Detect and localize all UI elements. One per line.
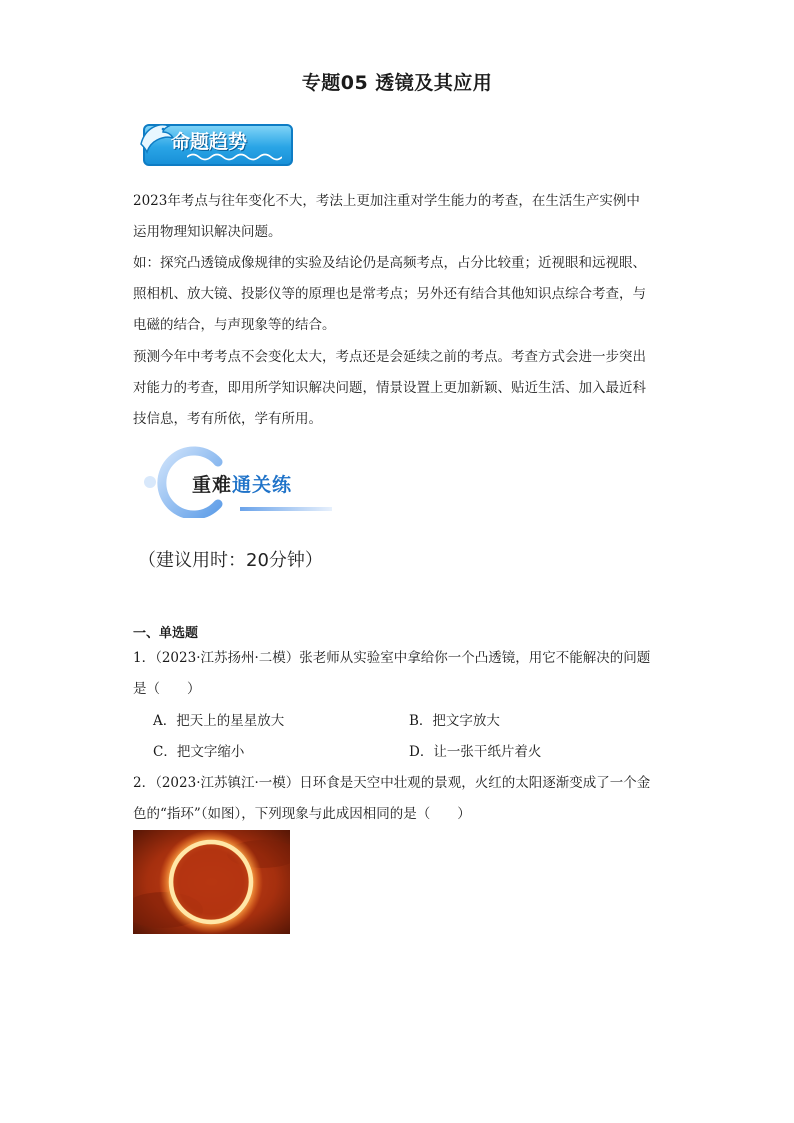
questions-heading: 一、单选题	[133, 626, 199, 641]
trend-paragraph-2	[133, 248, 663, 341]
option-b: B．把文字放大	[409, 713, 500, 729]
wave-decoration	[187, 152, 282, 162]
annular-eclipse-image	[133, 830, 290, 934]
question-text-line: 1．（2023·江苏扬州·二模）张老师从实验室中拿给你一个凸透镜，用它不能解决的问题	[133, 650, 651, 666]
option-a: A．把天上的星星放大	[153, 713, 285, 729]
suggested-time: （建议用时：20分钟）	[138, 550, 323, 571]
topic-trend-badge	[137, 118, 295, 170]
text-line: 照相机、放大镜、投影仪等的原理也是常考点；另外还有结合其他知识点综合考查，与	[133, 286, 646, 302]
option-c: C．把文字缩小	[153, 744, 245, 760]
text-line: 技信息，考有所依，学有所用。	[133, 411, 322, 427]
text-line: 2023年考点与往年变化不大，考法上更加注重对学生能力的考查，在生活生产实例中	[133, 193, 640, 209]
trend-paragraph-1	[133, 186, 663, 248]
text-line: 运用物理知识解决问题。	[133, 224, 282, 240]
question-text-line: 是（ ）	[133, 681, 201, 697]
section-header	[140, 446, 340, 518]
question-text-line: 2．（2023·江苏镇江·一模）日环食是天空中壮观的景观，火红的太阳逐渐变成了一个金	[133, 775, 651, 791]
question-2	[133, 768, 673, 830]
text-line: 电磁的结合，与声现象等的结合。	[133, 317, 336, 333]
text-line: 对能力的考查，即用所学知识解决问题，情景设置上更加新颖、贴近生活、加入最近科	[133, 380, 646, 396]
badge-label: 命题趋势	[171, 131, 248, 153]
question-1	[133, 643, 673, 705]
question-text-line: 色的“指环”（如图），下列现象与此成因相同的是（ ）	[133, 806, 471, 822]
text-line: 如：探究凸透镜成像规律的实验及结论仍是高频考点，占分比较重；近视眼和远视眼、	[133, 255, 646, 271]
trend-paragraph-3	[133, 342, 663, 435]
page-title: 专题05 透镜及其应用	[301, 72, 493, 94]
section-title-part1: 重难	[192, 474, 233, 496]
section-title-part2: 通关练	[232, 474, 293, 496]
section-title	[192, 470, 292, 497]
text-line: 预测今年中考考点不会变化太大，考点还是会延续之前的考点。考查方式会进一步突出	[133, 349, 646, 365]
option-d: D．让一张干纸片着火	[409, 744, 542, 760]
